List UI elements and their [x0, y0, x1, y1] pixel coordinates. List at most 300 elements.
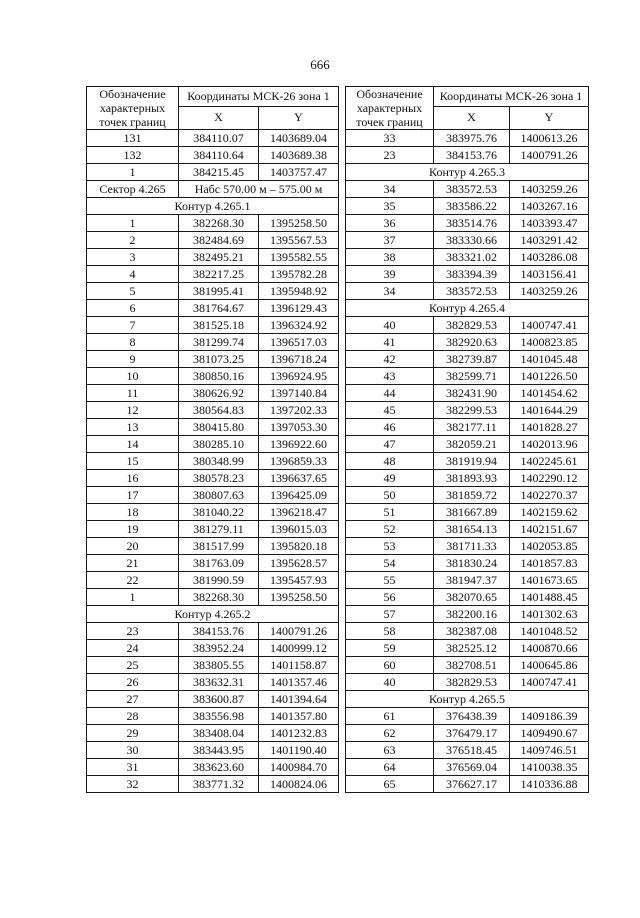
table-row: [346, 198, 589, 215]
table-row: [346, 589, 589, 606]
point-number: 7: [87, 317, 179, 334]
y-coordinate: 1395258.50: [259, 215, 339, 232]
point-number: 61: [346, 708, 434, 725]
table-row: [87, 691, 339, 708]
x-coordinate: 383771.32: [179, 776, 259, 793]
y-coordinate: 1400791.26: [259, 623, 339, 640]
x-coordinate: 382059.21: [434, 436, 510, 453]
point-designation-header: Обозначение характерных точек границ: [346, 87, 434, 130]
point-number: 20: [87, 538, 179, 555]
y-coordinate: 1401673.65: [510, 572, 589, 589]
table-row: [346, 521, 589, 538]
x-coordinate: 384215.45: [179, 164, 259, 181]
table-row: [346, 385, 589, 402]
x-coordinate: 381667.89: [434, 504, 510, 521]
x-coordinate: 382299.53: [434, 402, 510, 419]
x-coordinate: 380415.80: [179, 419, 259, 436]
x-coordinate: 382739.87: [434, 351, 510, 368]
y-column-header: Y: [259, 106, 339, 129]
x-coordinate: 381711.33: [434, 538, 510, 555]
table-row: [346, 232, 589, 249]
point-number: 50: [346, 487, 434, 504]
x-coordinate: 381764.67: [179, 300, 259, 317]
y-coordinate: 1396637.65: [259, 470, 339, 487]
point-number: 16: [87, 470, 179, 487]
point-number: 27: [87, 691, 179, 708]
point-number: 51: [346, 504, 434, 521]
point-number: 34: [346, 283, 434, 300]
sector-height-range: Набс 570.00 м – 575.00 м: [179, 181, 339, 198]
page-number: 666: [310, 57, 330, 72]
x-coordinate: 381995.41: [179, 283, 259, 300]
point-number: 1: [87, 589, 179, 606]
y-coordinate: 1410038.35: [510, 759, 589, 776]
point-number: 2: [87, 232, 179, 249]
point-number: 15: [87, 453, 179, 470]
x-coordinate: 381654.13: [434, 521, 510, 538]
y-coordinate: 1396218.47: [259, 504, 339, 521]
point-number: 10: [87, 368, 179, 385]
point-number: 53: [346, 538, 434, 555]
y-coordinate: 1401302.63: [510, 606, 589, 623]
x-coordinate: 383572.53: [434, 181, 510, 198]
table-row: [87, 300, 339, 317]
y-coordinate: 1397140.84: [259, 385, 339, 402]
x-coordinate: 383975.76: [434, 130, 510, 147]
y-coordinate: 1401048.52: [510, 623, 589, 640]
point-number: 54: [346, 555, 434, 572]
y-coordinate: 1400747.41: [510, 317, 589, 334]
point-number: 57: [346, 606, 434, 623]
contour-title: Контур 4.265.3: [346, 164, 589, 181]
table-row: [346, 504, 589, 521]
table-row: [346, 708, 589, 725]
table-row: [346, 419, 589, 436]
coordinates-table-left: [86, 86, 339, 793]
point-number: 52: [346, 521, 434, 538]
table-row: [87, 521, 339, 538]
y-coordinate: 1396859.33: [259, 453, 339, 470]
x-coordinate: 381859.72: [434, 487, 510, 504]
point-number: 22: [87, 572, 179, 589]
table-row: [346, 283, 589, 300]
x-coordinate: 381893.93: [434, 470, 510, 487]
point-number: 17: [87, 487, 179, 504]
x-coordinate: 382431.90: [434, 385, 510, 402]
table-row: [87, 334, 339, 351]
table-row: [87, 623, 339, 640]
table-row: [346, 317, 589, 334]
y-coordinate: 1401226.50: [510, 368, 589, 385]
table-row: [346, 555, 589, 572]
point-number: 13: [87, 419, 179, 436]
y-coordinate: 1401828.27: [510, 419, 589, 436]
table-row: [87, 368, 339, 385]
table-row: [87, 232, 339, 249]
point-number: 37: [346, 232, 434, 249]
point-number: 25: [87, 657, 179, 674]
point-number: 36: [346, 215, 434, 232]
x-coordinate: 382829.53: [434, 674, 510, 691]
x-coordinate: 383632.31: [179, 674, 259, 691]
y-coordinate: 1409746.51: [510, 742, 589, 759]
x-coordinate: 382708.51: [434, 657, 510, 674]
contour-title: Контур 4.265.5: [346, 691, 589, 708]
y-coordinate: 1401190.40: [259, 742, 339, 759]
y-coordinate: 1402290.12: [510, 470, 589, 487]
x-coordinate: 383394.39: [434, 266, 510, 283]
y-coordinate: 1395948.92: [259, 283, 339, 300]
x-coordinate: 381919.94: [434, 453, 510, 470]
x-coordinate: 380285.10: [179, 436, 259, 453]
point-number: 46: [346, 419, 434, 436]
y-coordinate: 1403267.16: [510, 198, 589, 215]
contour-title: Контур 4.265.1: [87, 198, 339, 215]
y-coordinate: 1396922.60: [259, 436, 339, 453]
x-coordinate: 381947.37: [434, 572, 510, 589]
table-row: [346, 402, 589, 419]
table-row: [346, 742, 589, 759]
point-number: 23: [346, 147, 434, 164]
x-coordinate: 380626.92: [179, 385, 259, 402]
y-coordinate: 1396129.43: [259, 300, 339, 317]
y-coordinate: 1395782.28: [259, 266, 339, 283]
y-coordinate: 1395457.93: [259, 572, 339, 589]
x-coordinate: 382268.30: [179, 215, 259, 232]
y-coordinate: 1401394.64: [259, 691, 339, 708]
table-row: [87, 776, 339, 793]
y-coordinate: 1395258.50: [259, 589, 339, 606]
point-number: 40: [346, 674, 434, 691]
table-row: [346, 623, 589, 640]
contour-title: Контур 4.265.2: [87, 606, 339, 623]
point-number: 42: [346, 351, 434, 368]
y-coordinate: 1400645.86: [510, 657, 589, 674]
x-coordinate: 382599.71: [434, 368, 510, 385]
point-number: 59: [346, 640, 434, 657]
point-number: 65: [346, 776, 434, 793]
table-row: [346, 657, 589, 674]
x-column-header: X: [434, 106, 510, 129]
x-coordinate: 382387.08: [434, 623, 510, 640]
point-number: 31: [87, 759, 179, 776]
table-row: [346, 368, 589, 385]
table-row: [87, 283, 339, 300]
table-row: [87, 538, 339, 555]
table-row: [87, 147, 339, 164]
y-coordinate: 1403757.47: [259, 164, 339, 181]
x-coordinate: 381525.18: [179, 317, 259, 334]
contour-title: Контур 4.265.4: [346, 300, 589, 317]
point-number: 19: [87, 521, 179, 538]
point-number: 33: [346, 130, 434, 147]
y-coordinate: 1400613.26: [510, 130, 589, 147]
y-coordinate: 1403286.08: [510, 249, 589, 266]
y-coordinate: 1401454.62: [510, 385, 589, 402]
table-row: [87, 674, 339, 691]
point-number: 64: [346, 759, 434, 776]
contour-header-row: [87, 606, 339, 623]
y-coordinate: 1396324.92: [259, 317, 339, 334]
point-number: 41: [346, 334, 434, 351]
y-coordinate: 1400870.66: [510, 640, 589, 657]
coordinates-system-header: Координаты МСК-26 зона 1: [434, 87, 589, 107]
y-coordinate: 1403393.47: [510, 215, 589, 232]
x-coordinate: 383572.53: [434, 283, 510, 300]
table-row: [346, 776, 589, 793]
y-coordinate: 1403689.38: [259, 147, 339, 164]
table-row: [346, 351, 589, 368]
x-coordinate: 381073.25: [179, 351, 259, 368]
x-coordinate: 383623.60: [179, 759, 259, 776]
table-row: [87, 402, 339, 419]
table-row: [87, 742, 339, 759]
x-coordinate: 383805.55: [179, 657, 259, 674]
table-row: [346, 147, 589, 164]
x-coordinate: 382070.65: [434, 589, 510, 606]
y-coordinate: 1402151.67: [510, 521, 589, 538]
x-coordinate: 383514.76: [434, 215, 510, 232]
point-number: 47: [346, 436, 434, 453]
y-coordinate: 1396517.03: [259, 334, 339, 351]
y-coordinate: 1401045.48: [510, 351, 589, 368]
table-body-right: [346, 130, 589, 793]
x-coordinate: 383586.22: [434, 198, 510, 215]
y-coordinate: 1396718.24: [259, 351, 339, 368]
table-body-left: [87, 130, 339, 793]
x-coordinate: 380564.83: [179, 402, 259, 419]
y-coordinate: 1401357.80: [259, 708, 339, 725]
point-number: 21: [87, 555, 179, 572]
point-number: 60: [346, 657, 434, 674]
table-row: [87, 130, 339, 147]
y-coordinate: 1409490.67: [510, 725, 589, 742]
y-coordinate: 1395820.18: [259, 538, 339, 555]
x-coordinate: 380348.99: [179, 453, 259, 470]
x-coordinate: 376569.04: [434, 759, 510, 776]
point-number: 49: [346, 470, 434, 487]
point-number: 45: [346, 402, 434, 419]
table-row: [346, 266, 589, 283]
table-row: [346, 249, 589, 266]
y-coordinate: 1400824.06: [259, 776, 339, 793]
y-coordinate: 1396924.95: [259, 368, 339, 385]
point-number: 38: [346, 249, 434, 266]
contour-header-row: [87, 198, 339, 215]
x-column-header: X: [179, 106, 259, 129]
sector-row: [87, 181, 339, 198]
table-row: [87, 215, 339, 232]
table-row: [346, 130, 589, 147]
x-coordinate: 381279.11: [179, 521, 259, 538]
point-number: 32: [87, 776, 179, 793]
table-row: [346, 606, 589, 623]
table-row: [87, 419, 339, 436]
table-row: [346, 470, 589, 487]
table-row: [87, 351, 339, 368]
x-coordinate: 384153.76: [179, 623, 259, 640]
y-coordinate: 1400984.70: [259, 759, 339, 776]
point-number: 23: [87, 623, 179, 640]
y-coordinate: 1410336.88: [510, 776, 589, 793]
coordinates-table-right: [345, 86, 589, 793]
point-number: 26: [87, 674, 179, 691]
y-coordinate: 1400999.12: [259, 640, 339, 657]
point-number: 3: [87, 249, 179, 266]
coordinates-system-header: Координаты МСК-26 зона 1: [179, 87, 339, 107]
y-coordinate: 1397053.30: [259, 419, 339, 436]
point-number: 55: [346, 572, 434, 589]
x-coordinate: 383330.66: [434, 232, 510, 249]
x-coordinate: 382525.12: [434, 640, 510, 657]
point-number: 24: [87, 640, 179, 657]
x-coordinate: 381517.99: [179, 538, 259, 555]
x-coordinate: 376479.17: [434, 725, 510, 742]
x-coordinate: 383600.87: [179, 691, 259, 708]
y-coordinate: 1397202.33: [259, 402, 339, 419]
table-row: [87, 640, 339, 657]
table-row: [87, 725, 339, 742]
table-row: [87, 589, 339, 606]
table-row: [346, 572, 589, 589]
y-coordinate: 1396015.03: [259, 521, 339, 538]
point-number: 12: [87, 402, 179, 419]
x-coordinate: 382484.69: [179, 232, 259, 249]
point-number: 30: [87, 742, 179, 759]
point-number: 132: [87, 147, 179, 164]
x-coordinate: 383952.24: [179, 640, 259, 657]
y-coordinate: 1401158.87: [259, 657, 339, 674]
y-coordinate: 1401488.45: [510, 589, 589, 606]
x-coordinate: 383321.02: [434, 249, 510, 266]
y-coordinate: 1409186.39: [510, 708, 589, 725]
x-coordinate: 380850.16: [179, 368, 259, 385]
table-row: [87, 470, 339, 487]
x-coordinate: 384110.07: [179, 130, 259, 147]
y-coordinate: 1401357.46: [259, 674, 339, 691]
table-row: [346, 538, 589, 555]
table-row: [346, 674, 589, 691]
point-number: 131: [87, 130, 179, 147]
table-row: [87, 487, 339, 504]
point-number: 8: [87, 334, 179, 351]
y-coordinate: 1401644.29: [510, 402, 589, 419]
table-row: [87, 249, 339, 266]
y-coordinate: 1403689.04: [259, 130, 339, 147]
table-row: [87, 504, 339, 521]
point-number: 14: [87, 436, 179, 453]
contour-header-row: [346, 300, 589, 317]
y-coordinate: 1395582.55: [259, 249, 339, 266]
point-number: 6: [87, 300, 179, 317]
x-coordinate: 381990.59: [179, 572, 259, 589]
point-number: 5: [87, 283, 179, 300]
y-coordinate: 1402245.61: [510, 453, 589, 470]
table-row: [87, 436, 339, 453]
y-coordinate: 1401857.83: [510, 555, 589, 572]
x-coordinate: 382177.11: [434, 419, 510, 436]
y-coordinate: 1403156.41: [510, 266, 589, 283]
table-row: [346, 181, 589, 198]
y-coordinate: 1402013.96: [510, 436, 589, 453]
point-number: 43: [346, 368, 434, 385]
x-coordinate: 382217.25: [179, 266, 259, 283]
table-row: [87, 385, 339, 402]
x-coordinate: 382920.63: [434, 334, 510, 351]
x-coordinate: 376438.39: [434, 708, 510, 725]
point-number: 34: [346, 181, 434, 198]
x-coordinate: 376518.45: [434, 742, 510, 759]
table-row: [87, 317, 339, 334]
table-row: [346, 725, 589, 742]
x-coordinate: 381830.24: [434, 555, 510, 572]
point-number: 48: [346, 453, 434, 470]
x-coordinate: 382268.30: [179, 589, 259, 606]
table-row: [87, 266, 339, 283]
x-coordinate: 382829.53: [434, 317, 510, 334]
y-coordinate: 1400791.26: [510, 147, 589, 164]
table-row: [87, 453, 339, 470]
y-coordinate: 1403259.26: [510, 283, 589, 300]
table-row: [87, 759, 339, 776]
y-coordinate: 1400747.41: [510, 674, 589, 691]
table-row: [87, 555, 339, 572]
table-row: [346, 759, 589, 776]
x-coordinate: 380807.63: [179, 487, 259, 504]
point-number: 63: [346, 742, 434, 759]
x-coordinate: 383556.98: [179, 708, 259, 725]
point-designation-header: Обозначение характерных точек границ: [87, 87, 179, 130]
x-coordinate: 381763.09: [179, 555, 259, 572]
y-coordinate: 1402159.62: [510, 504, 589, 521]
table-row: [87, 708, 339, 725]
y-coordinate: 1402270.37: [510, 487, 589, 504]
y-coordinate: 1396425.09: [259, 487, 339, 504]
point-number: 39: [346, 266, 434, 283]
point-number: 40: [346, 317, 434, 334]
point-number: 44: [346, 385, 434, 402]
point-number: 9: [87, 351, 179, 368]
x-coordinate: 384153.76: [434, 147, 510, 164]
point-number: 4: [87, 266, 179, 283]
x-coordinate: 382495.21: [179, 249, 259, 266]
table-row: [346, 640, 589, 657]
point-number: 11: [87, 385, 179, 402]
table-row: [346, 215, 589, 232]
y-coordinate: 1400823.85: [510, 334, 589, 351]
y-coordinate: 1401232.83: [259, 725, 339, 742]
point-number: 29: [87, 725, 179, 742]
y-coordinate: 1395567.53: [259, 232, 339, 249]
table-row: [87, 572, 339, 589]
point-number: 56: [346, 589, 434, 606]
y-coordinate: 1403259.26: [510, 181, 589, 198]
y-coordinate: 1395628.57: [259, 555, 339, 572]
x-coordinate: 383443.95: [179, 742, 259, 759]
y-coordinate: 1402053.85: [510, 538, 589, 555]
sector-label: Сектор 4.265: [87, 181, 179, 198]
table-row: [346, 453, 589, 470]
point-number: 62: [346, 725, 434, 742]
x-coordinate: 383408.04: [179, 725, 259, 742]
y-coordinate: 1403291.42: [510, 232, 589, 249]
contour-header-row: [346, 691, 589, 708]
x-coordinate: 376627.17: [434, 776, 510, 793]
point-number: 1: [87, 215, 179, 232]
point-number: 1: [87, 164, 179, 181]
point-number: 58: [346, 623, 434, 640]
x-coordinate: 382200.16: [434, 606, 510, 623]
